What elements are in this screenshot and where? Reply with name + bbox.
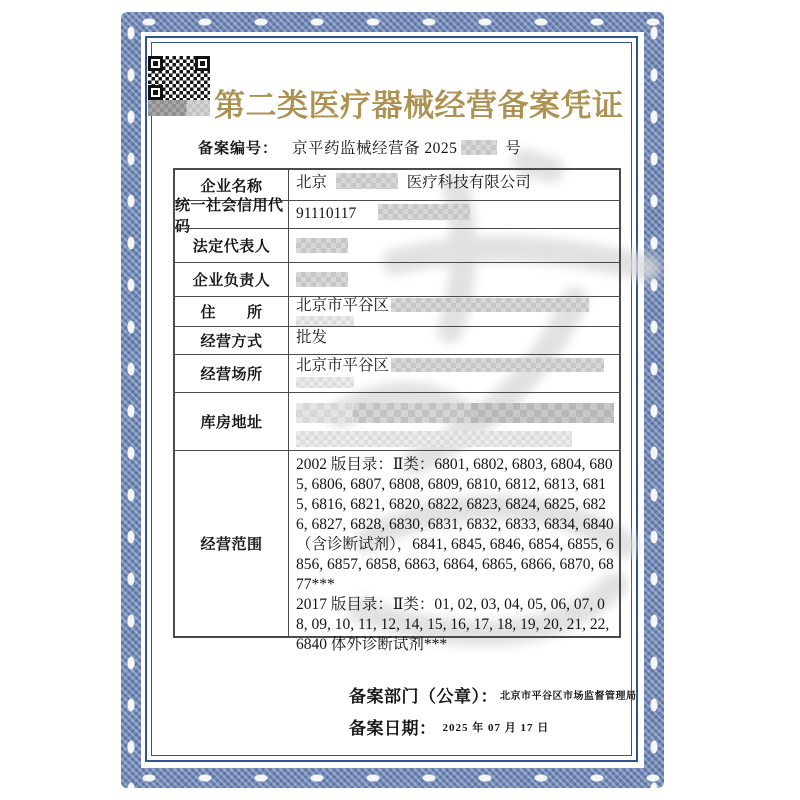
residence-prefix: 北京市平谷区 bbox=[296, 297, 390, 314]
table-label: 经营方式 bbox=[175, 326, 289, 354]
certificate-table bbox=[173, 168, 621, 653]
table-label: 住 所 bbox=[175, 296, 289, 326]
redacted-block bbox=[391, 298, 589, 312]
redacted-block bbox=[148, 100, 210, 116]
table-value-person-in-charge bbox=[289, 262, 619, 296]
table-label: 企业名称 bbox=[175, 170, 289, 200]
table-value-business-scope bbox=[289, 450, 619, 653]
redacted-block bbox=[336, 173, 398, 189]
qr-finder-icon bbox=[148, 85, 163, 100]
filing-department-line bbox=[349, 682, 637, 707]
qr-finder-icon bbox=[148, 56, 163, 71]
redacted-block bbox=[296, 377, 354, 388]
redacted-block bbox=[391, 358, 604, 372]
redacted-block bbox=[296, 238, 348, 253]
redacted-block bbox=[378, 204, 470, 220]
table-label: 库房地址 bbox=[175, 392, 289, 450]
company-name-suffix: 医疗科技有限公司 bbox=[406, 174, 531, 191]
table-value-residence bbox=[289, 296, 619, 326]
table-value-warehouse bbox=[289, 392, 619, 450]
scope-2017-catalog: 2017 版目录：Ⅱ类：01, 02, 03, 04, 05, 06, 07, 08, 09, 10, 11, 12, 14, 15, 16, 17, 18, 19, 20, 21, 22, 6840 体外诊断试剂*** bbox=[296, 596, 610, 653]
company-name-prefix: 北京 bbox=[296, 174, 328, 191]
redacted-block bbox=[296, 403, 614, 423]
redacted-block bbox=[296, 272, 348, 287]
table-label: 法定代表人 bbox=[175, 228, 289, 262]
table-value-legal-rep bbox=[289, 228, 619, 262]
premises-prefix: 北京市平谷区 bbox=[296, 357, 390, 374]
table-label: 经营范围 bbox=[175, 450, 289, 636]
redacted-block bbox=[461, 140, 497, 155]
record-number-label: 备案编号： bbox=[198, 140, 279, 157]
table-value-company-name bbox=[289, 170, 619, 200]
record-number-line bbox=[198, 136, 521, 158]
table-label: 企业负责人 bbox=[175, 262, 289, 296]
table-label: 统一社会信用代码 bbox=[175, 200, 289, 228]
table-label: 经营场所 bbox=[175, 354, 289, 392]
table-value-premises bbox=[289, 354, 619, 392]
table-value-credit-code bbox=[289, 200, 619, 228]
credit-code-prefix: 91110117 bbox=[296, 205, 357, 222]
qr-code-icon bbox=[148, 56, 210, 100]
filing-date-line bbox=[349, 714, 549, 739]
scope-2002-catalog: 2002 版目录：Ⅱ类：6801, 6802, 6803, 6804, 6805, 6806, 6807, 6808, 6809, 6810, 6812, 6813, 6815, 6816, 6821, 6820, 6822, 6823, 6824, 6825, 6826, 6827, 6828, 6830, 6831, 6832, 6833, 6834, 6840（含诊断试剂），6841, 6845, 6846, 6854, 6855, 6856, 6857, 6858, 6863, 6864, 6865, 6866, 6870, 6877*** bbox=[296, 456, 614, 593]
table-value-mode: 批发 bbox=[289, 326, 619, 354]
record-number-value: 京平药监械经营备 2025 bbox=[292, 140, 458, 157]
filing-department-value: 北京市平谷区市场监督管理局 bbox=[500, 691, 637, 702]
qr-finder-icon bbox=[195, 56, 210, 71]
filing-date-value: 2025 年 07 月 17 日 bbox=[442, 721, 550, 734]
redacted-block bbox=[296, 431, 572, 447]
record-number-suffix: 号 bbox=[505, 140, 521, 157]
certificate-title: 第二类医疗器械经营备案凭证 bbox=[214, 88, 624, 123]
filing-department-label: 备案部门（公章）： bbox=[349, 687, 498, 706]
filing-date-label: 备案日期： bbox=[349, 719, 437, 738]
